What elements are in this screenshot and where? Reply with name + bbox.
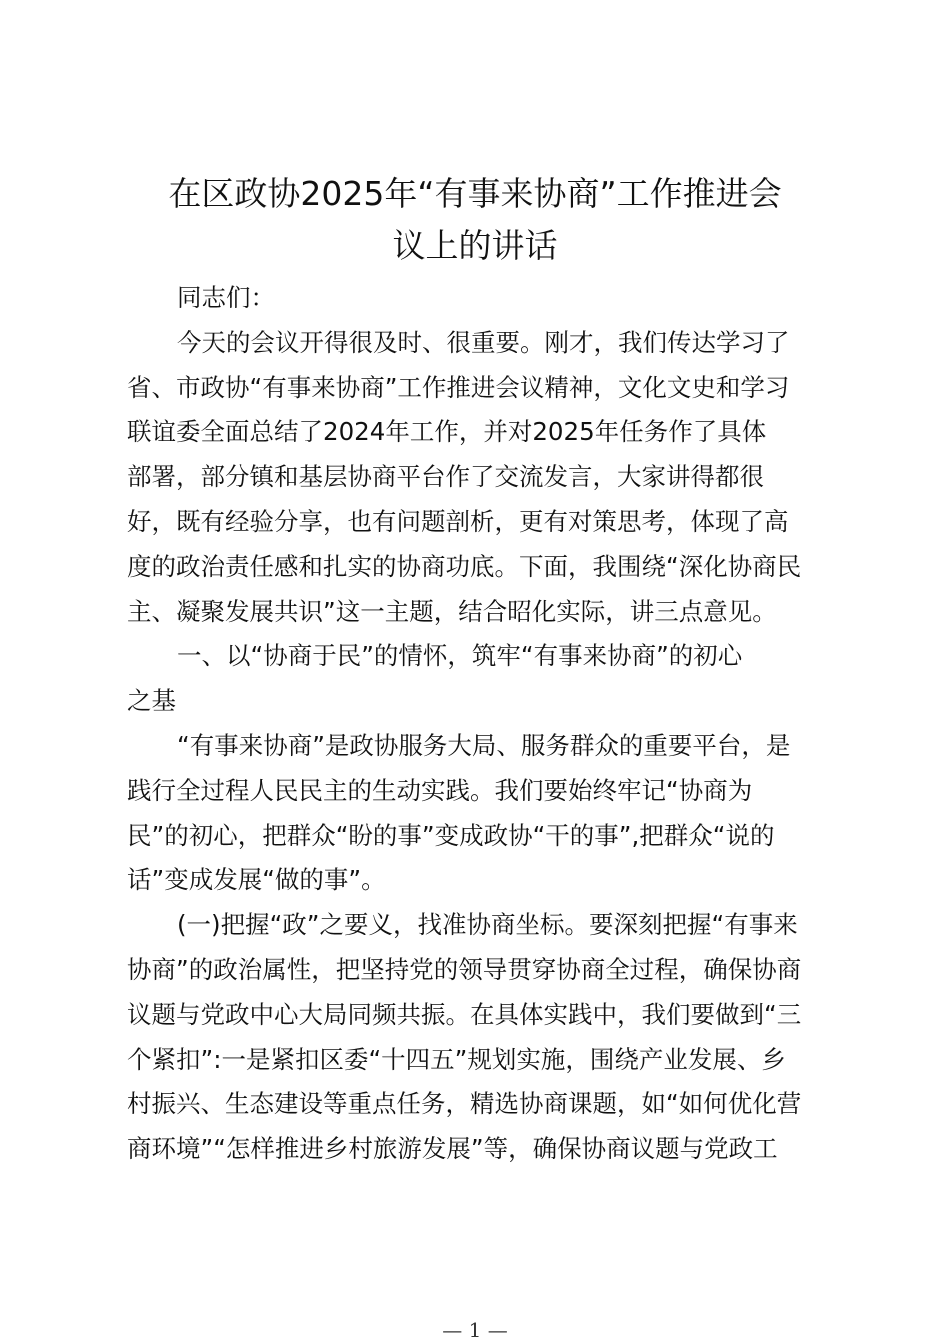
paragraph-line: “有事来协商”是政协服务大局、服务群众的重要平台，是 — [177, 730, 791, 760]
page-number: — 1 — — [442, 1318, 508, 1342]
paragraph-line: 今天的会议开得很及时、很重要。刚才，我们传达学习了 — [177, 327, 790, 357]
paragraph-line: 联谊委全面总结了2024年工作，并对2025年任务作了具体 — [127, 417, 767, 447]
title-line-1: 在区政协2025年“有事来协商”工作推进会 — [168, 174, 782, 213]
paragraph-line: 村振兴、生态建设等重点任务，精选协商课题，如“如何优化营 — [127, 1089, 802, 1119]
paragraph-line: 个紧扣”:一是紧扣区委“十四五”规划实施，围绕产业发展、乡 — [127, 1044, 786, 1074]
paragraph-line: 省、市政协“有事来协商”工作推进会议精神，文化文史和学习 — [127, 372, 790, 402]
paragraph-line: 话”变成发展“做的事”。 — [127, 865, 386, 895]
paragraph-line: 协商”的政治属性，把坚持党的领导贯穿协商全过程，确保协商 — [127, 954, 802, 984]
paragraph-line: 商环境”“怎样推进乡村旅游发展”等，确保协商议题与党政工 — [127, 1134, 778, 1164]
document-title — [120, 168, 830, 272]
section-heading-line: 一、以“协商于民”的情怀，筑牢“有事来协商”的初心 — [177, 641, 743, 671]
salutation: 同志们： — [177, 283, 275, 312]
paragraph-line: 议题与党政中心大局同频共振。在具体实践中，我们要做到“三 — [127, 999, 802, 1029]
paragraph-line: 民”的初心，把群众“盼的事”变成政协“干的事”,把群众“说的 — [127, 820, 775, 850]
paragraph-line: 部署，部分镇和基层协商平台作了交流发言，大家讲得都很 — [127, 462, 764, 492]
paragraph-line: 践行全过程人民民主的生动实践。我们要始终牢记“协商为 — [127, 775, 753, 805]
title-line-2: 议上的讲话 — [392, 226, 558, 265]
paragraph-line: 主、凝聚发展共识”这一主题，结合昭化实际，讲三点意见。 — [127, 596, 777, 626]
paragraph-line: 度的政治责任感和扎实的协商功底。下面，我围绕“深化协商民 — [127, 551, 802, 581]
section-heading-line: 之基 — [127, 686, 176, 716]
paragraph-line: 好，既有经验分享，也有问题剖析，更有对策思考，体现了高 — [127, 506, 789, 536]
paragraph-line: (一)把握“政”之要义，找准协商坐标。要深刻把握“有事来 — [177, 910, 798, 940]
document-body — [127, 276, 832, 1172]
